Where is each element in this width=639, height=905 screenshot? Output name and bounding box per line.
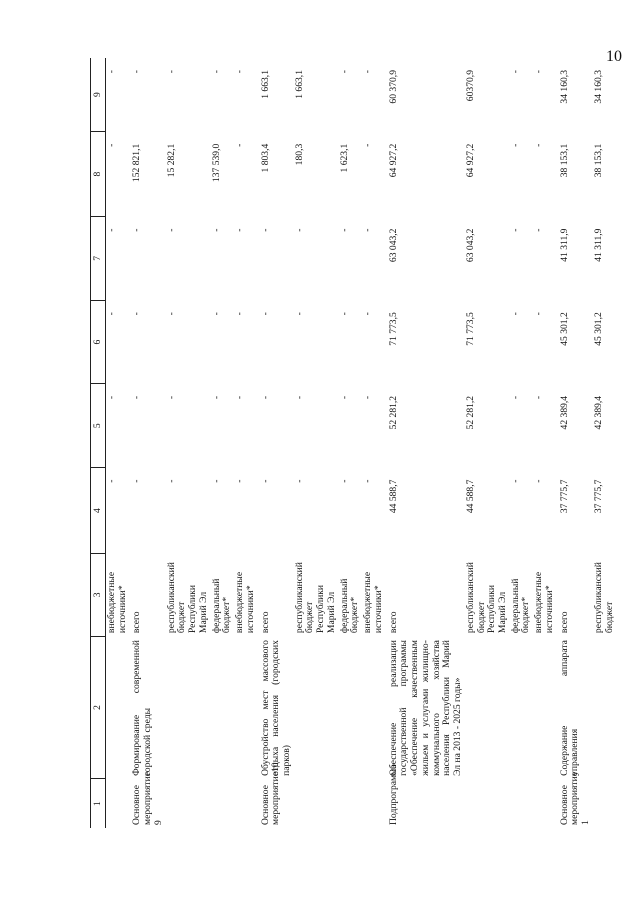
value-cell-col6: 45 301,2 [592,312,604,346]
row-description-cell [211,636,234,779]
value-cell-col7: - [338,228,350,232]
row-label-cell: Подпрограмма [387,764,399,825]
col-header-2: 2 [91,636,106,779]
funding-source-cell: республиканский бюджет Республики Марий Эл [165,562,209,634]
value-cell-col4: - [259,479,271,483]
value-cell-col9: - [210,70,222,74]
value-cell-col9: 34 160,3 [592,70,604,104]
col-header-3: 3 [91,554,106,637]
value-cell-col6: - [259,312,271,316]
table-row [234,58,257,828]
row-description-cell [362,636,385,779]
col-header-5: 5 [91,384,106,468]
value-cell-col8: - [106,143,117,147]
value-cell-col6: - [106,312,117,316]
funding-source-cell: всего [558,611,570,634]
value-cell-col6: - [210,312,222,316]
table-row [593,58,616,828]
value-cell-col6: 71 773,5 [464,312,476,346]
value-cell-col4: 44 588,7 [387,479,399,514]
row-description-cell [593,636,616,779]
value-cell-col8: - [234,143,246,147]
value-cell-col7: - [533,228,545,232]
value-cell-col6: - [362,312,374,316]
value-cell-col9: - [165,70,177,74]
value-cell-col9: - [533,70,545,74]
table-row [557,58,593,828]
value-cell-col5: - [259,395,271,400]
value-cell-col7: - [210,228,222,232]
value-cell-col9: - [338,70,350,74]
value-cell-col5: - [293,395,305,400]
row-label-cell [510,779,533,828]
value-cell-col5: - [106,395,117,400]
funding-source-cell: всего [387,611,399,634]
value-cell-col9: 60370,9 [464,70,476,102]
row-label-cell: Основное мероприятие10 [259,762,282,825]
value-cell-col8: 180,3 [293,143,305,166]
row-description-cell [465,636,510,779]
value-cell-col8: - [533,143,545,147]
value-cell-col6: - [131,312,143,316]
value-cell-col7: - [293,228,305,232]
funding-source-cell: федеральный бюджет* [338,578,361,634]
value-cell-col6: - [234,312,246,316]
table-row [339,58,362,828]
row-description-cell [533,636,556,779]
value-cell-col8: 152 821,1 [131,143,143,183]
value-cell-col4: - [362,479,374,483]
value-cell-col4: - [165,479,177,483]
value-cell-col7: 41 311,9 [558,228,570,262]
table-row [465,58,510,828]
funding-source-cell: всего [131,611,143,634]
value-cell-col5: - [509,395,521,400]
value-cell-col6: 45 301,2 [558,312,570,346]
value-cell-col9: 1 663,1 [293,70,305,99]
value-cell-col4: 44 588,7 [464,479,476,514]
value-cell-col4: - [106,479,117,483]
value-cell-col7: - [131,228,143,232]
table-row [510,58,533,828]
value-cell-col8: 137 539,0 [210,143,222,183]
value-cell-col8: 38 153,1 [558,143,570,178]
funding-source-cell: внебюджетные источники* [234,571,256,634]
value-cell-col4: - [234,479,246,483]
value-cell-col6: - [165,312,177,316]
row-label-cell: Основное мероприятие 9 [131,772,164,825]
value-cell-col6: - [509,312,521,316]
value-cell-col5: 42 389,4 [558,395,570,430]
value-cell-col8: - [362,143,374,147]
value-cell-col4: - [338,479,350,483]
row-description-cell: Обустройство мест массового отдыха населения (городских парков) [259,640,293,776]
row-description-cell: Обеспечение реализации государственной программы «Обеспечение качественным жильем и услугами жилищно-коммунального хозяйства населения Республики Марий Эл на 2013 - 2025 годы» [387,640,464,776]
value-cell-col7: - [165,228,177,232]
value-cell-col4: - [509,479,521,483]
value-cell-col8: 1 803,4 [259,143,271,173]
row-label-cell [339,779,362,828]
value-cell-col5: - [533,395,545,400]
value-cell-col7: - [234,228,246,232]
value-cell-col7: - [509,228,521,232]
row-description-cell: Формирование современной городской среды [131,640,154,776]
funding-source-cell: республиканский бюджет Республики Марий Эл [464,562,508,634]
value-cell-col7: - [106,228,117,232]
value-cell-col7: 41 311,9 [592,228,604,262]
value-cell-col5: - [362,395,374,400]
value-cell-col8: - [509,143,521,147]
value-cell-col6: - [533,312,545,316]
value-cell-col9: - [131,70,143,74]
row-label-cell [234,779,257,828]
value-cell-col7: - [362,228,374,232]
value-cell-col5: 52 281,2 [387,395,399,430]
value-cell-col7: 63 043,2 [464,228,476,263]
row-description-cell [234,636,257,779]
row-description-cell [294,636,339,779]
value-cell-col8: 38 153,1 [592,143,604,178]
value-cell-col8: 1 623,1 [338,143,350,173]
value-cell-col5: 42 389,4 [592,395,604,430]
funding-source-cell: федеральный бюджет* [210,578,233,634]
value-cell-col5: - [210,395,222,400]
row-description-cell [510,636,533,779]
col-header-4: 4 [91,468,106,554]
value-cell-col7: - [259,228,271,232]
value-cell-col4: - [131,479,143,483]
col-header-6: 6 [91,300,106,384]
value-cell-col4: - [293,479,305,483]
rotated-table-sheet [90,58,632,828]
value-cell-col9: 60 370,9 [387,70,399,104]
funding-source-cell: республиканский бюджет [592,562,615,634]
value-cell-col9: - [509,70,521,74]
table-row [129,58,165,828]
value-cell-col9: 1 663,1 [259,70,271,99]
row-label-cell [294,779,339,828]
value-cell-col5: - [165,395,177,400]
table-row [386,58,465,828]
row-description-cell: Содержание аппарата управления [558,640,581,776]
value-cell-col6: - [338,312,350,316]
col-header-1: 1 [91,779,106,828]
table-row [106,58,130,828]
value-cell-col9: 34 160,3 [558,70,570,104]
value-cell-col9: - [106,70,117,74]
funding-source-cell: республиканский бюджет Республики Марий Эл [293,562,337,634]
row-label-cell [533,779,556,828]
funding-source-cell: внебюджетные источники* [533,571,555,634]
col-header-8: 8 [91,132,106,217]
table-row [533,58,556,828]
value-cell-col5: - [234,395,246,400]
value-cell-col7: 63 043,2 [387,228,399,263]
value-cell-col4: - [533,479,545,483]
funding-source-cell: внебюджетные источники* [106,571,128,634]
table-row [166,58,211,828]
value-cell-col8: 15 282,1 [165,143,177,178]
col-header-7: 7 [91,217,106,301]
value-cell-col4: 37 775,7 [558,479,570,514]
row-label-cell [465,779,510,828]
value-cell-col9: - [234,70,246,74]
row-description-cell [106,636,130,779]
value-cell-col8: 64 927,2 [464,143,476,178]
row-label-cell: Основное мероприятие 1 [558,772,592,825]
row-label-cell [362,779,385,828]
row-description-cell [166,636,211,779]
col-header-9: 9 [91,58,106,132]
row-label-cell [166,779,211,828]
table-row [211,58,234,828]
funding-source-cell: всего [259,611,271,634]
row-description-cell [339,636,362,779]
table-row [258,58,294,828]
value-cell-col4: 37 775,7 [592,479,604,514]
row-label-cell [593,779,616,828]
table-row [362,58,385,828]
value-cell-col8: 64 927,2 [387,143,399,178]
row-label-cell [211,779,234,828]
value-cell-col6: 71 773,5 [387,312,399,346]
page-number: 10 [606,48,622,65]
value-cell-col9: - [362,70,374,74]
table-row [294,58,339,828]
row-label-cell [106,779,130,828]
budget-table [90,58,616,828]
value-cell-col6: - [293,312,305,316]
funding-source-cell: внебюджетные источники* [362,571,384,634]
value-cell-col5: - [131,395,143,400]
value-cell-col4: - [210,479,222,483]
funding-source-cell: федеральный бюджет* [509,578,532,634]
value-cell-col5: 52 281,2 [464,395,476,430]
value-cell-col5: - [338,395,350,400]
header-row [91,58,106,828]
